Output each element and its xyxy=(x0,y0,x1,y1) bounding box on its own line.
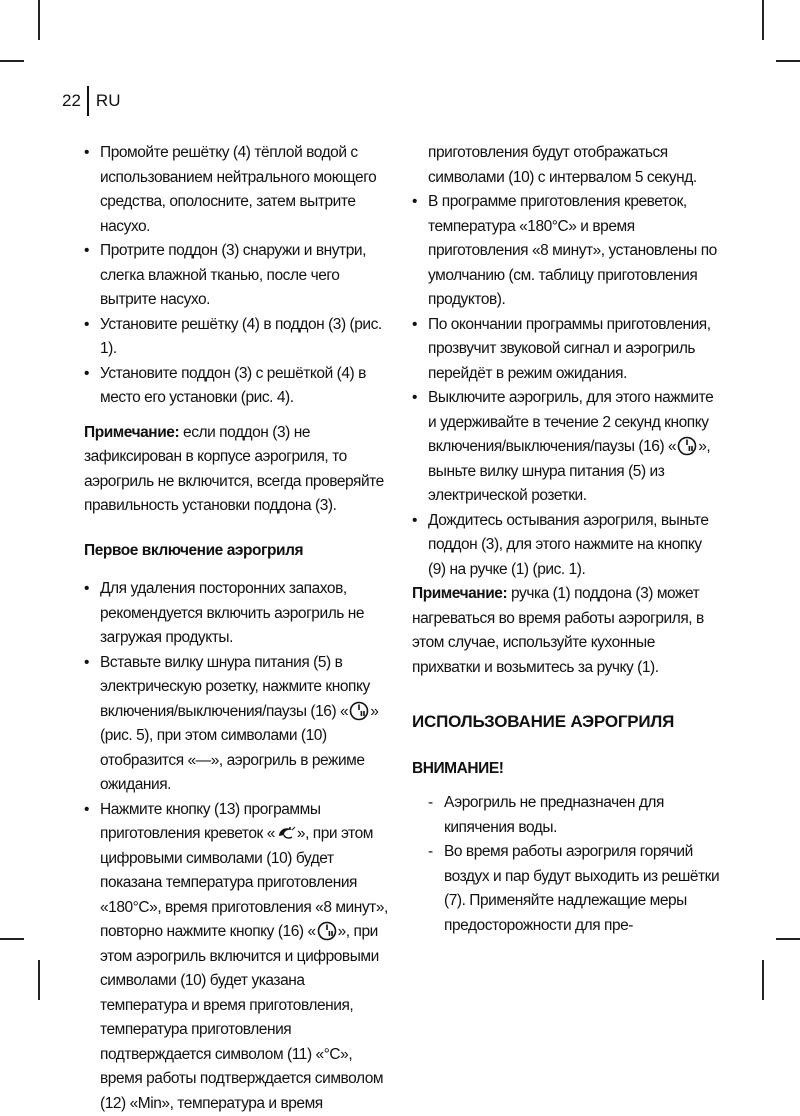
list-item xyxy=(84,798,390,1116)
note-text: ручка (1) поддона (3) может нагреваться во время работы аэрогриля, в этом случае, используйте кухонные прихватки и возьмитесь за ручку (1). xyxy=(412,585,704,676)
list-item: • Протрите поддон (3) снаружи и внутри, слегка влажной тканью, после чего вытрите насухо. xyxy=(84,239,390,313)
list-item-text: Нажмите кнопку (13) программы приготовления креветок « xyxy=(100,801,321,843)
list-item: • Дождитесь остывания аэрогриля, выньте поддон (3), для этого нажмите на кнопку (9) на ручке (1) (рис. 1). xyxy=(412,509,722,583)
warning-label: ВНИМАНИЕ! xyxy=(412,757,722,782)
crop-mark xyxy=(762,0,764,40)
page-number: 22 xyxy=(62,91,87,111)
power-pause-icon xyxy=(348,701,370,721)
crop-mark xyxy=(0,60,24,62)
list-item-text: Вставьте вилку шнура питания (5) в электрическую розетку, нажмите кнопку включения/выключения/паузы (16) « xyxy=(100,654,370,720)
crop-mark xyxy=(762,960,764,1000)
note-paragraph xyxy=(84,421,390,519)
list-item: • По окончании программы приготовления, прозвучит звуковой сигнал и аэрогриль перейдёт в режим ожидания. xyxy=(412,313,722,387)
section-heading: ИСПОЛЬЗОВАНИЕ АЭРОГРИЛЯ xyxy=(412,710,722,735)
program-steps-list xyxy=(412,190,722,582)
right-column xyxy=(412,141,722,938)
crop-mark xyxy=(38,960,40,1000)
list-item: • Установите поддон (3) с решёткой (4) в место его установки (рис. 4). xyxy=(84,362,390,411)
list-item: • Промойте решётку (4) тёплой водой с использованием нейтрального моющего средства, ополосните, затем вытрите насухо. xyxy=(84,141,390,239)
crop-mark xyxy=(0,938,24,940)
list-item-text: », при этом аэрогриль включится и цифровыми символами (10) будет указана температура и время приготовления, температура приготовления подтверждается символом (11) «°С», время работы подтверждается символом (12) «Min», температура и время xyxy=(100,923,383,1112)
list-item-text: Выключите аэрогриль, для этого нажмите и удерживайте в течение 2 секунд кнопку включения/выключения/паузы (16) « xyxy=(428,389,713,455)
list-item xyxy=(412,386,722,509)
section-title: Первое включение аэрогриля xyxy=(84,539,390,564)
list-item-text: », выньте вилку шнура питания (5) из электрической розетки. xyxy=(428,438,710,504)
shrimp-icon xyxy=(275,823,297,843)
crop-mark xyxy=(776,938,800,940)
list-item: • Для удаления посторонних запахов, рекомендуется включить аэрогриль не загружая продукты. xyxy=(84,577,390,651)
warning-list xyxy=(412,791,722,938)
note-label: Примечание: xyxy=(84,424,179,441)
note-text: если поддон (3) не зафиксирован в корпусе аэрогриля, то аэрогриль не включится, всегда проверяйте правильность установки поддона (3). xyxy=(84,424,384,515)
list-item-text: », при этом цифровыми символами (10) будет показана температура приготовления «180°С», время приготовления «8 минут», повторно нажмите кнопку (16) « xyxy=(100,825,388,940)
left-column xyxy=(84,141,390,1116)
page-header xyxy=(62,86,120,116)
note-label: Примечание: xyxy=(412,585,507,602)
continued-text: приготовления будут отображаться символами (10) с интервалом 5 секунд. xyxy=(412,141,722,190)
list-item-text: » (рис. 5), при этом символами (10) отобразится «—», аэрогриль в режиме ожидания. xyxy=(100,703,378,794)
note-paragraph xyxy=(412,582,722,680)
power-pause-icon xyxy=(316,921,338,941)
first-use-steps-list xyxy=(84,577,390,1116)
language-label: RU xyxy=(89,91,121,111)
list-item: • Установите решётку (4) в поддон (3) (рис. 1). xyxy=(84,313,390,362)
list-item: - Во время работы аэрогриля горячий воздух и пар будут выходить из решётки (7). Применяйте надлежащие меры предосторожности для пре- xyxy=(428,840,722,938)
crop-mark xyxy=(776,60,800,62)
list-item xyxy=(84,651,390,798)
power-pause-icon xyxy=(676,436,698,456)
cleaning-steps-list xyxy=(84,141,390,411)
list-item: • В программе приготовления креветок, температура «180°С» и время приготовления «8 минут», установлены по умолчанию (см. таблицу приготовления продуктов). xyxy=(412,190,722,313)
crop-mark xyxy=(38,0,40,40)
list-item: - Аэрогриль не предназначен для кипячения воды. xyxy=(428,791,722,840)
